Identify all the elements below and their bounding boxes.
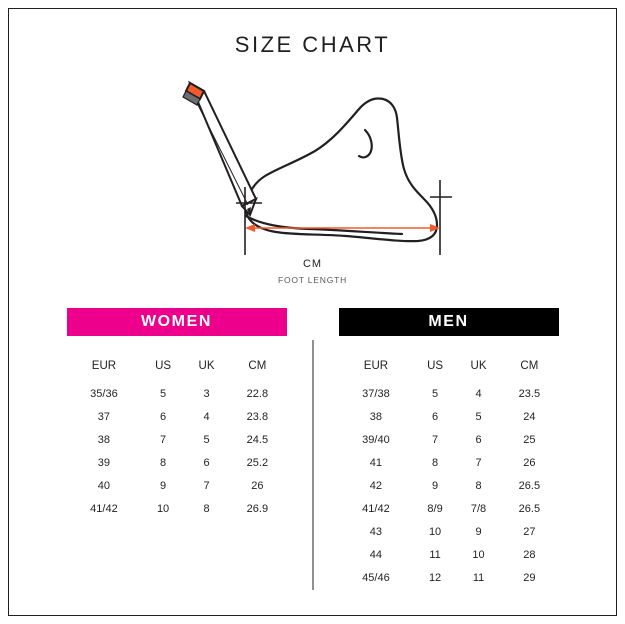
column-header-eur: EUR — [363, 360, 389, 372]
measure-label: CM — [302, 258, 323, 270]
cell-eur: 38 — [369, 410, 383, 423]
column-header-cm: CM — [248, 360, 267, 372]
cell-uk: 6 — [475, 433, 482, 446]
cell-uk: 4 — [475, 387, 482, 400]
cell-cm: 23.5 — [518, 387, 541, 400]
table-row — [67, 428, 287, 451]
cell-cm: 26.5 — [518, 502, 541, 515]
column-header-us: US — [427, 360, 444, 372]
cell-eur: 40 — [97, 479, 111, 492]
cell-eur: 37 — [97, 410, 111, 423]
men-banner: MEN — [339, 308, 559, 336]
cell-us: 6 — [432, 410, 439, 423]
table-row — [339, 474, 559, 497]
cell-cm: 25.2 — [246, 456, 269, 469]
women-size-table — [67, 356, 287, 520]
cell-cm: 26.5 — [518, 479, 541, 492]
cell-uk: 8 — [203, 502, 210, 515]
cell-eur: 35/36 — [90, 387, 118, 400]
table-row — [339, 451, 559, 474]
women-size-table-block — [67, 308, 287, 589]
cell-cm: 22.8 — [246, 387, 269, 400]
cell-us: 11 — [429, 548, 441, 561]
cell-uk: 11 — [472, 571, 485, 584]
cell-eur: 41/42 — [362, 502, 390, 515]
cell-uk: 7 — [203, 479, 210, 492]
column-header-uk: UK — [198, 360, 215, 372]
table-row — [339, 405, 559, 428]
cell-us: 9 — [160, 479, 167, 492]
cell-cm: 25 — [523, 433, 536, 446]
cell-us: 8 — [432, 456, 439, 469]
cell-cm: 24 — [523, 410, 536, 423]
cell-uk: 10 — [472, 548, 485, 561]
table-row — [339, 520, 559, 543]
men-size-table-block — [339, 308, 559, 589]
cell-cm: 26.9 — [246, 502, 269, 515]
measurement-ticks — [236, 180, 452, 255]
size-tables — [8, 308, 617, 589]
cell-cm: 26 — [251, 479, 264, 492]
cell-cm: 24.5 — [246, 433, 269, 446]
table-row — [339, 566, 559, 589]
cell-eur: 45/46 — [362, 571, 390, 584]
cell-uk: 7/8 — [470, 502, 487, 515]
column-header-cm: CM — [520, 360, 539, 372]
cell-eur: 42 — [369, 479, 383, 492]
column-header-us: US — [155, 360, 172, 372]
cell-eur: 41/42 — [90, 502, 118, 515]
cell-us: 5 — [160, 387, 167, 400]
column-header-eur: EUR — [91, 360, 117, 372]
cell-us: 8/9 — [427, 502, 443, 515]
cell-uk: 7 — [475, 456, 482, 469]
table-row — [67, 382, 287, 405]
cell-eur: 37/38 — [362, 387, 390, 400]
cell-us: 5 — [432, 387, 439, 400]
men-size-table — [339, 356, 559, 589]
cell-cm: 26 — [523, 456, 536, 469]
table-row — [67, 474, 287, 497]
table-header-row — [67, 356, 287, 382]
table-row — [339, 543, 559, 566]
cell-eur: 39 — [97, 456, 111, 469]
page-title: SIZE CHART — [234, 32, 391, 57]
cell-uk: 3 — [203, 387, 210, 400]
cell-eur: 41 — [369, 456, 383, 469]
table-row — [67, 497, 287, 520]
cell-uk: 6 — [203, 456, 210, 469]
table-row — [67, 405, 287, 428]
cell-us: 10 — [156, 502, 170, 515]
cell-us: 7 — [160, 433, 167, 446]
cell-us: 12 — [428, 571, 442, 584]
cell-uk: 8 — [475, 479, 482, 492]
table-row — [339, 382, 559, 405]
table-row — [67, 451, 287, 474]
cell-us: 10 — [428, 525, 442, 538]
cell-us: 8 — [160, 456, 167, 469]
table-row — [339, 497, 559, 520]
cell-uk: 9 — [475, 525, 482, 538]
cell-uk: 5 — [203, 433, 210, 446]
measure-sublabel: FOOT LENGTH — [277, 275, 348, 285]
cell-uk: 5 — [475, 410, 482, 423]
cell-us: 9 — [432, 479, 439, 492]
cell-cm: 28 — [523, 548, 536, 561]
cell-eur: 43 — [369, 525, 383, 538]
foot-outline-icon — [245, 98, 437, 241]
table-header-row — [339, 356, 559, 382]
women-banner: WOMEN — [67, 308, 287, 336]
cell-eur: 38 — [97, 433, 111, 446]
cell-cm: 27 — [523, 525, 536, 538]
cell-us: 6 — [160, 410, 167, 423]
cell-cm: 29 — [523, 571, 536, 584]
cell-eur: 44 — [369, 548, 383, 561]
cell-us: 7 — [432, 433, 439, 446]
table-row — [339, 428, 559, 451]
column-header-uk: UK — [470, 360, 487, 372]
cell-eur: 39/40 — [362, 433, 390, 446]
cell-uk: 4 — [203, 410, 210, 423]
cell-cm: 23.8 — [246, 410, 269, 423]
